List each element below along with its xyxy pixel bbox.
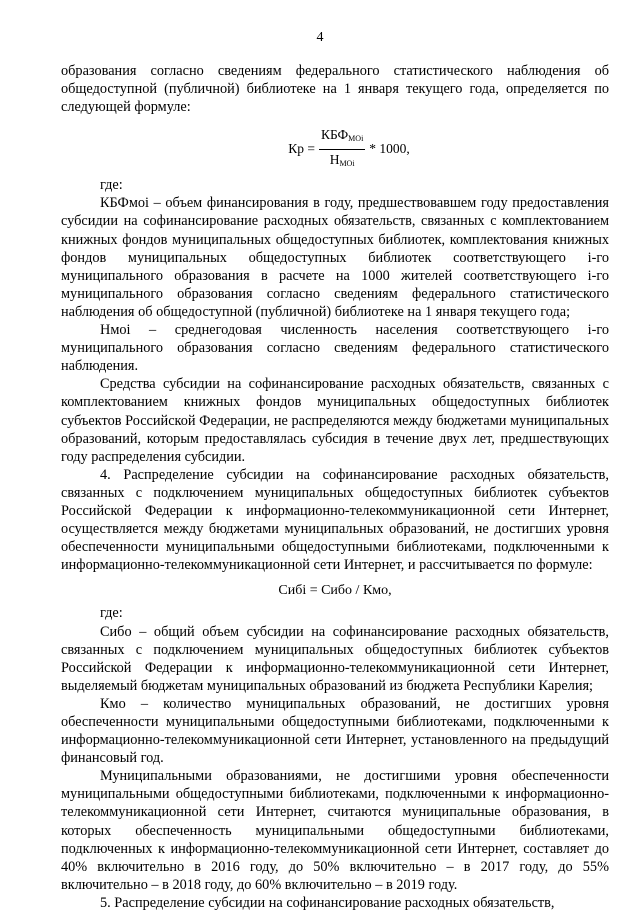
where-label-1: где: [100,177,123,194]
definition-kbf: КБФмоi – объем финансирования в году, предшествовавшем году предоставления субсидии на софинансирование расходных обязательств, связанных с комплектованием книжных фондов муниципальных общедоступных библиотек, комплектования книжных фондов муниципальных общедоступных библиотек соответствующего i-го муниципального образования в расчете на 1000 жителей соответствующего i-го муниципального образования согласно сведениям федерального статистического наблюдения об общедоступной (публичной) библиотеке на 1 января текущего года; [61,195,609,320]
definition-nmo: Нмоi – среднегодовая численность населения соответствующего i-го муниципального образования согласно сведениям федерального статистического наблюдения. [61,322,609,375]
definition-kmo: Кмо – количество муниципальных образований, не достигших уровня обеспеченности муниципальными общедоступными библиотеками, подключенными к информационно-телекоммуникационной сети Интернет, установленного на предыдущий финансовый год. [61,695,609,767]
denominator-base: Н [329,151,340,167]
formula-kr-lhs: Кр = [288,141,315,157]
formula-kr-denominator [328,150,357,173]
definition-sibo: Сибо – общий объем субсидии на софинансирование расходных обязательств, связанных с подключением муниципальных общедоступных библиотек субъектов Российской Федерации к информационно-телекоммуникационной сети Интернет, выделяемый бюджетам муниципальных образований из бюджета Республики Карелия; [61,623,609,694]
where-label-2: где: [100,605,123,622]
page-number: 4 [316,30,324,45]
paragraph-4: 4. Распределение субсидии на софинансирование расходных обязательств, связанных с подключением муниципальных общедоступных библиотек субъектов Российской Федерации к информационно-телекоммуникационной сети Интернет, осуществляется между бюджетами муниципальных образований, не достигших уровня обеспеченности муниципальными общедоступными библиотеками, подключенными к информационно-телекоммуникационной сети Интернет, и рассчитывается по формуле: [61,466,609,574]
formula-kr-tail: * 1000, [369,141,410,157]
paragraph-not-distributed: Средства субсидии на софинансирование расходных обязательств, связанных с комплектованием книжных фондов муниципальных общедоступных библиотек субъектов Российской Федерации, не распределяются между бюджетами муниципальных образований, которым предоставлялась субсидия в течение двух лет, предшествующих году распределения субсидии. [61,376,609,465]
intro-paragraph: образования согласно сведениям федерального статистического наблюдения об общедоступной (публичной) библиотеке на 1 января текущего года, определяется по следующей формуле: [61,63,609,116]
denominator-sub: МОi [339,158,355,168]
formula-kr-numerator [319,126,365,150]
formula-kr [89,126,609,172]
numerator-sub: МОi [348,133,364,143]
formula-sib: Сибi = Сибо / Кмо, [278,583,392,599]
paragraph-5: 5. Распределение субсидии на софинансирование расходных обязательств, [100,894,555,911]
paragraph-thresholds: Муниципальными образованиями, не достигшими уровня обеспеченности муниципальными общедоступными библиотеками, подключенными к информационно-телекоммуникационной сети Интернет, считаются муниципальные образования, в которых обеспеченность муниципальными общедоступными библиотеками, подключенных к информационно-телекоммуникационной сети Интернет, составляет до 40% включительно в 2016 году, до 50% включительно – в 2017 году, до 55% включительно – в 2018 году, до 60% включительно – в 2019 году. [61,768,609,893]
document-body [61,62,609,912]
numerator-base: КБФ [320,126,349,142]
formula-kr-fraction [319,126,365,173]
